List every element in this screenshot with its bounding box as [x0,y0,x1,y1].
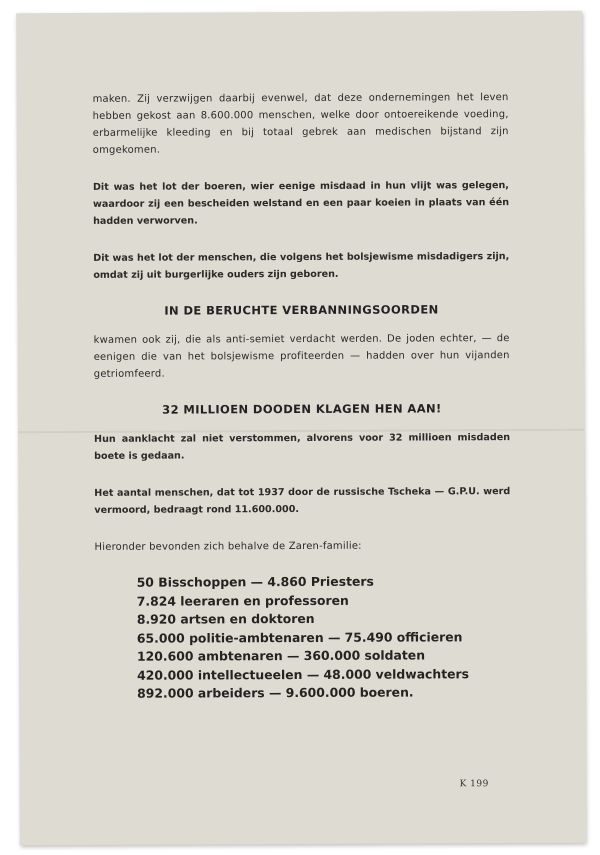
heading-exile-camps: IN DE BERUCHTE VERBANNINGSOORDEN [164,302,439,318]
paragraph-exile: kwamen ook zij, die als anti-semiet verdacht werden. De joden echter, — de eenigen die van het bolsjewisme profiteerden — hadden over hun vijanden getriomfeerd. [93,333,510,380]
list-item: 420.000 intellectueelen — 48.000 veldwachters [137,665,470,683]
list-item: 8.920 artsen en doktoren [136,610,315,627]
victims-list [137,572,512,703]
paragraph-fate-bourgeois: Dit was het lot der menschen, die volgens het bolsjewisme misdadigers zijn, omdat zij uit burgerlijke ouders zijn geboren. [93,251,510,281]
list-item: 7.824 leeraren en professoren [136,592,349,609]
paragraph-tscheka-victims: Het aantal menschen, dat tot 1937 door de russische Tscheka — G.P.U. werd vermoord, bedraagt rond 11.600.000. [94,486,511,516]
list-item: 65.000 politie-ambtenaren — 75.490 officieren [136,628,463,646]
paragraph-deaths-8600000: maken. Zij verzwijgen daarbij evenwel, dat deze ondernemingen het leven hebben gekost aan 8.600.000 menschen, welke door ontoereikende voeding, erbarmelijke kleeding en bij totaal gebrek aan medischen bijstand zijn omgekomen. [92,92,509,156]
list-item: 120.600 ambtenaren — 360.000 soldaten [136,647,426,664]
heading-32-million-dead: 32 MILLIOEN DOODEN KLAGEN HEN AAN! [162,401,442,417]
leaflet-page [16,11,586,845]
list-item: 892.000 arbeiders — 9.600.000 boeren. [137,684,414,701]
paragraph-list-intro: Hieronder bevonden zich behalve de Zaren-familie: [94,540,362,553]
print-code: K 199 [459,779,489,790]
paragraph-accusation: Hun aanklacht zal niet verstommen, alvorens voor 32 millioen misdaden boete is gedaan. [94,432,511,462]
paragraph-fate-farmers: Dit was het lot der boeren, wier eenige misdaad in hun vlijt was gelegen, waardoor zij een bescheiden welstand en een paar koeien in plaats van één hadden verworven. [92,180,510,227]
page-body [93,89,512,703]
list-item: 50 Bisschoppen — 4.860 Priesters [136,573,374,590]
